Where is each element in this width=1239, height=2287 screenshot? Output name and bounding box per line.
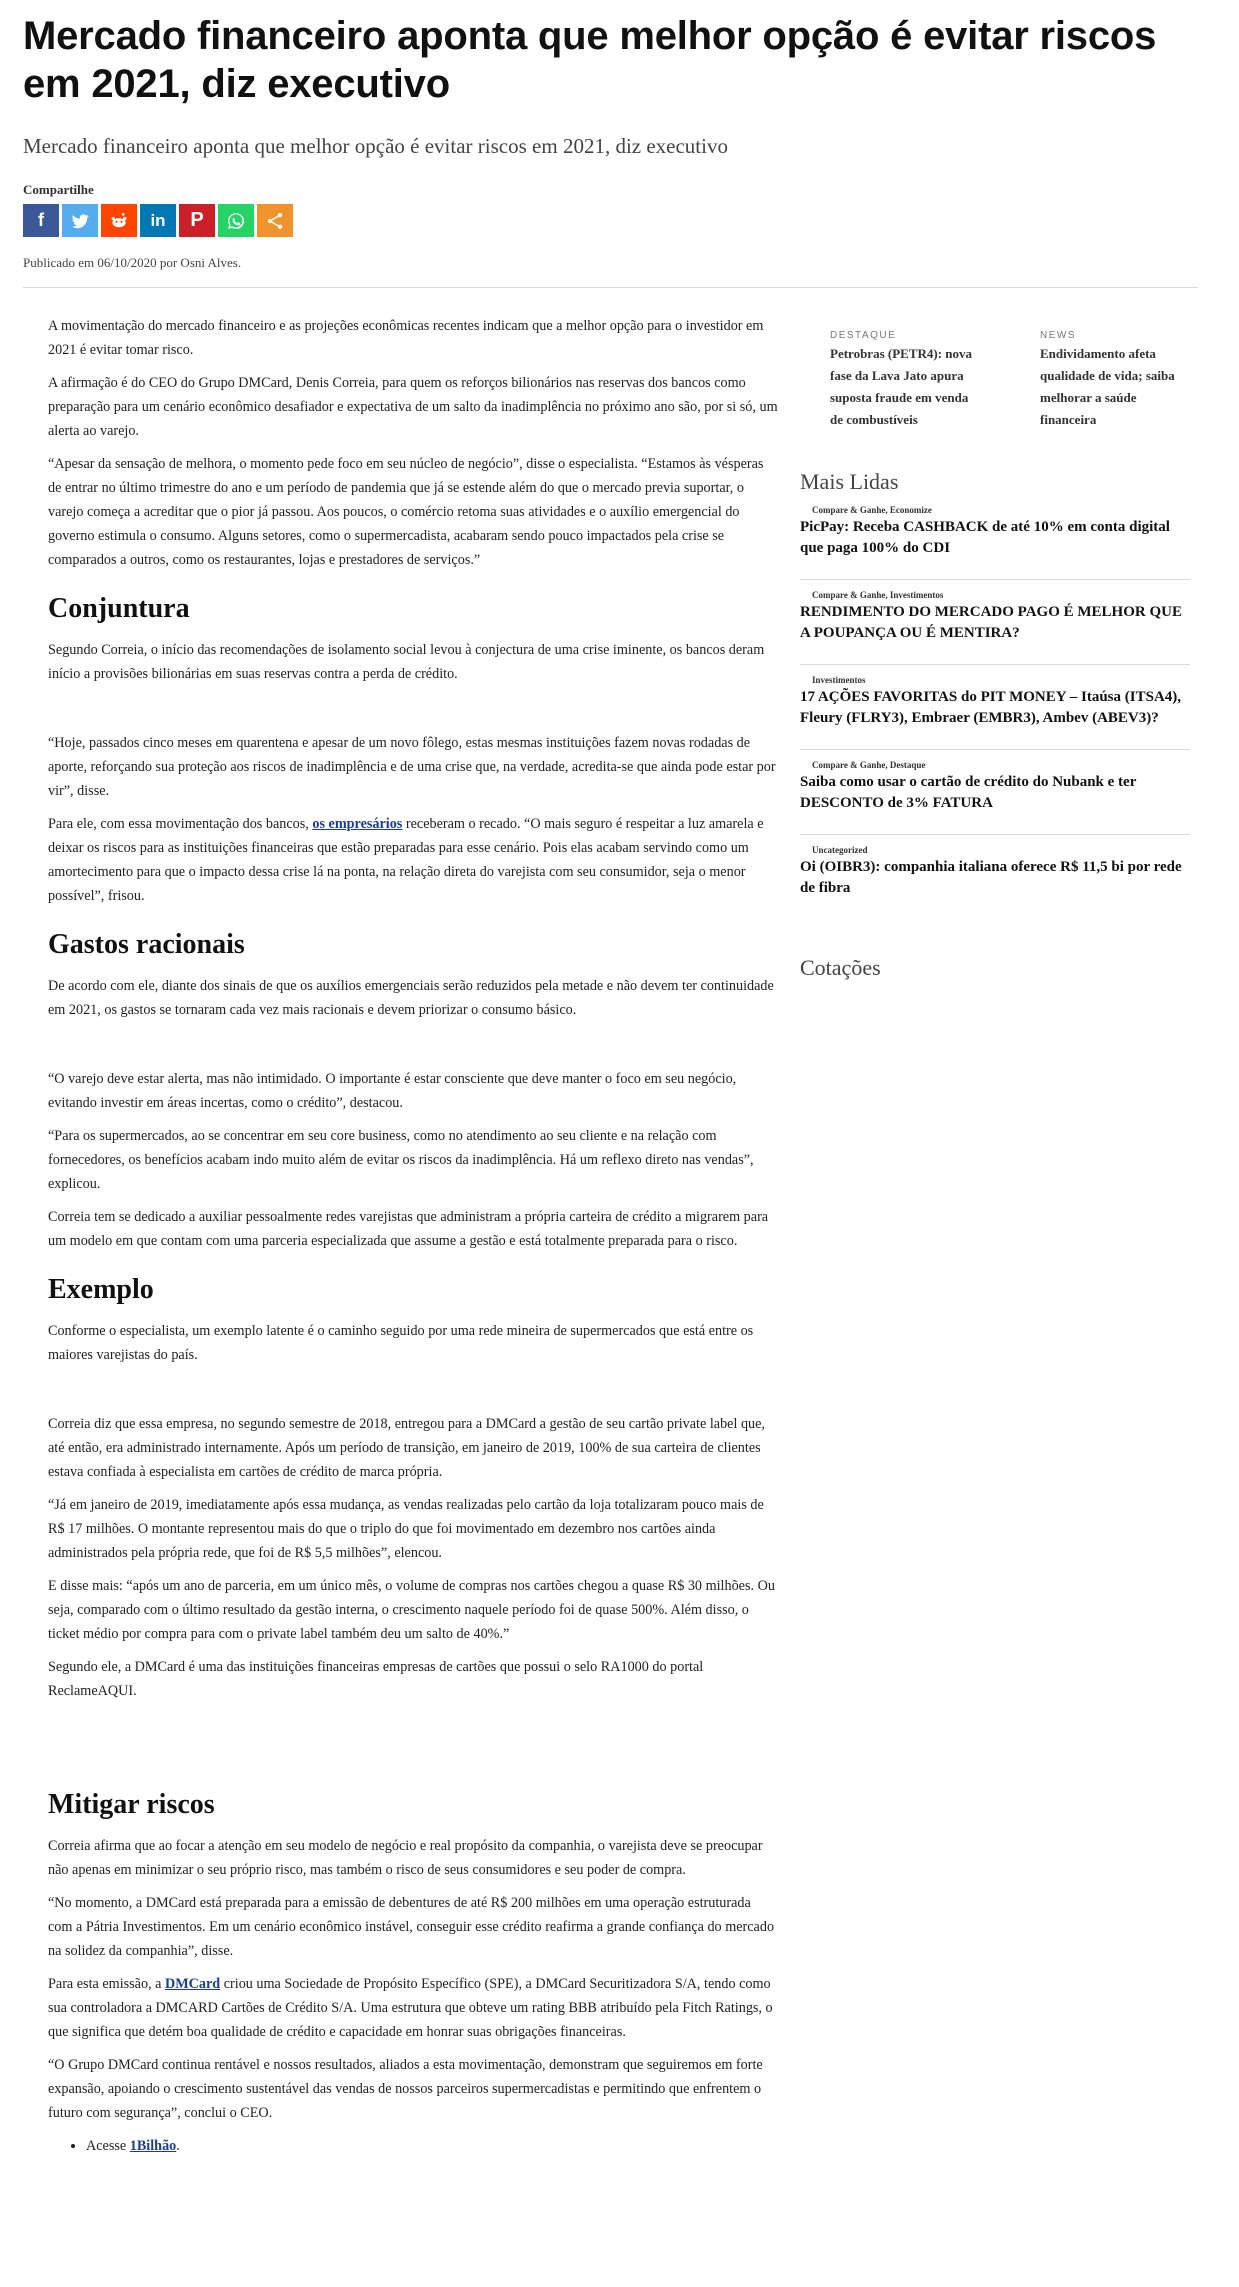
- 1bilhao-link[interactable]: 1Bilhão: [129, 2138, 177, 2154]
- item-category: Uncategorized: [812, 845, 868, 855]
- pinterest-share-button[interactable]: [179, 204, 215, 237]
- reddit-icon: [109, 211, 129, 231]
- share-bar: [23, 204, 1198, 237]
- list-item[interactable]: [800, 750, 1190, 835]
- item-category: Compare & Ganhe, Destaque: [812, 760, 926, 770]
- spacer: [48, 1376, 778, 1412]
- facebook-icon: f: [38, 210, 44, 230]
- empresarios-link[interactable]: os empresários: [312, 816, 403, 832]
- sidebar: [800, 330, 1190, 981]
- whatsapp-share-button[interactable]: [218, 204, 254, 237]
- list-item[interactable]: [800, 665, 1190, 750]
- featured-stories: [800, 330, 1190, 431]
- spacer: [48, 695, 778, 731]
- mais-lidas-list: [800, 495, 1190, 919]
- article-paragraph: Conforme o especialista, um exemplo latente é o caminho seguido por uma rede mineira de supermercados que está entre os maiores varejistas do país.: [48, 1323, 754, 1363]
- list-item: • Acesse 1Bilhão.: [86, 2134, 778, 2158]
- twitter-share-button[interactable]: [62, 204, 98, 237]
- header-divider: [23, 287, 1198, 288]
- reddit-share-button[interactable]: [101, 204, 137, 237]
- share-label: Compartilhe: [23, 182, 94, 197]
- twitter-icon: [70, 211, 90, 231]
- item-title[interactable]: 17 AÇÕES FAVORITAS do PIT MONEY – Itaúsa (ITSA4), Fleury (FLRY3), Embraer (EMBR3), Ambev (ABEV3)?: [800, 689, 1182, 726]
- article-paragraph: Para ele, com essa movimentação dos bancos, os empresários receberam o recado. “O mais seguro é respeitar a luz amarela e deixar os riscos para as instituições financeiras que estão preparadas para esse cenário. Pois elas acabam servindo como um amortecimento para que o impacto dessa crise lá na ponta, na relação direta do varejista com seu consumidor, seja o menor possível”, frisou.: [48, 816, 764, 904]
- article-paragraph: “Apesar da sensação de melhora, o momento pede foco em seu núcleo de negócio”, disse o especialista. “Estamos às vésperas de entrar no último trimestre do ano e um período de pandemia que já se estende além do que o mercado previa suportar, o varejo começa a acreditar que o pior já passou. Aos poucos, o comércio retoma suas atividades e o auxílio emergencial do governo estimula o consumo. Alguns setores, como o supermercadista, acabaram sendo pouco impactados pela crise se comparados a outros, como os restaurantes, lojas e prestadores de serviços.”: [48, 456, 764, 568]
- featured-kicker: NEWS: [1040, 330, 1076, 341]
- dmcard-link[interactable]: DMCard: [165, 1976, 221, 1992]
- featured-story[interactable]: [1040, 330, 1190, 431]
- list-item[interactable]: [800, 495, 1190, 580]
- article-paragraph: “Já em janeiro de 2019, imediatamente após essa mudança, as vendas realizadas pelo cartão da loja totalizaram pouco mais de R$ 17 milhões. O montante representou mais do que o triplo do que foi movimentado em dezembro nos cartões ainda administrados pela própria rede, que foi de R$ 5,5 milhões”, elencou.: [48, 1497, 764, 1561]
- article-paragraph: Correia afirma que ao focar a atenção em seu modelo de negócio e real propósito da companhia, o varejista deve se preocupar não apenas em minimizar o seu próprio risco, mas também o risco de seus consumidores e seu poder de compra.: [48, 1838, 763, 1878]
- pinterest-icon: P: [190, 209, 204, 231]
- item-category: Compare & Ganhe, Economize: [812, 505, 932, 515]
- mais-lidas-heading: Mais Lidas: [800, 469, 899, 494]
- article-paragraph: Correia diz que essa empresa, no segundo semestre de 2018, entregou para a DMCard a gestão de seu cartão private label que, até então, era administrado internamente. Após um período de transição, em janeiro de 2019, 100% de sua carteira de clientes estava confiada à especialista em cartões de crédito de marca própria.: [48, 1416, 765, 1480]
- more-share-button[interactable]: [257, 204, 293, 237]
- article-paragraph: De acordo com ele, diante dos sinais de que os auxílios emergenciais serão reduzidos pela metade e não devem ter continuidade em 2021, os gastos se tornaram cada vez mais racionais e devem priorizar o consumo básico.: [48, 978, 774, 1018]
- item-title[interactable]: RENDIMENTO DO MERCADO PAGO É MELHOR QUE A POUPANÇA OU É MENTIRA?: [800, 604, 1182, 641]
- article-paragraph: “O Grupo DMCard continua rentável e nossos resultados, aliados a esta movimentação, demonstram que seguiremos em forte expansão, apoiando o crescimento sustentável das vendas de nossos parceiros supermercadistas e permitindo que enfrentem o futuro com segurança”, conclui o CEO.: [48, 2057, 763, 2121]
- item-title[interactable]: Saiba como usar o cartão de crédito do Nubank e ter DESCONTO de 3% FATURA: [800, 774, 1137, 811]
- page-title: Mercado financeiro aponta que melhor opção é evitar riscos em 2021, diz executivo: [23, 14, 1157, 106]
- list-item[interactable]: [800, 835, 1190, 919]
- item-title[interactable]: Oi (OIBR3): companhia italiana oferece R$ 11,5 bi por rede de fibra: [800, 859, 1182, 896]
- item-category: Investimentos: [812, 675, 866, 685]
- share-more-icon: [265, 211, 285, 231]
- linkedin-icon: in: [150, 210, 166, 230]
- whatsapp-icon: [226, 211, 246, 231]
- featured-title[interactable]: Endividamento afeta qualidade de vida; saiba melhorar a saúde financeira: [1040, 346, 1175, 427]
- featured-story[interactable]: [830, 330, 980, 431]
- facebook-share-button[interactable]: [23, 204, 59, 237]
- article-paragraph: Correia tem se dedicado a auxiliar pessoalmente redes varejistas que administram a própria carteira de crédito a migrarem para um modelo em que contam com uma parceria especializada que assume a gestão e está totalmente preparada para o risco.: [48, 1209, 769, 1249]
- article-paragraph: A afirmação é do CEO do Grupo DMCard, Denis Correia, para quem os reforços bilionários nas reservas dos bancos como preparação para um cenário econômico desafiador e expectativa de um salto da inadimplência no próximo ano são, por si só, um alerta ao varejo.: [48, 375, 778, 439]
- page-subtitle: Mercado financeiro aponta que melhor opção é evitar riscos em 2021, diz executivo: [23, 134, 728, 158]
- section-heading-gastos: Gastos racionais: [48, 929, 245, 960]
- section-heading-mitigar: Mitigar riscos: [48, 1789, 215, 1820]
- featured-title[interactable]: Petrobras (PETR4): nova fase da Lava Jato apura suposta fraude em venda de combustíveis: [830, 346, 973, 427]
- featured-kicker: DESTAQUE: [830, 330, 897, 341]
- list-item[interactable]: [800, 580, 1190, 665]
- article-body: [48, 314, 778, 2158]
- cotacoes-heading: Cotações: [800, 955, 881, 980]
- article-paragraph: A movimentação do mercado financeiro e as projeções econômicas recentes indicam que a melhor opção para o investidor em 2021 é evitar tomar risco.: [48, 318, 764, 358]
- article-paragraph: “O varejo deve estar alerta, mas não intimidado. O importante é estar consciente que deve manter o foco em seu negócio, evitando investir em áreas incertas, como o crédito”, destacou.: [48, 1071, 737, 1111]
- linkedin-share-button[interactable]: [140, 204, 176, 237]
- section-heading-exemplo: Exemplo: [48, 1274, 154, 1305]
- link-list: [48, 2134, 778, 2158]
- article-paragraph: Segundo ele, a DMCard é uma das instituições financeiras empresas de cartões que possui o selo RA1000 do portal ReclameAQUI.: [48, 1659, 704, 1699]
- spacer: [48, 1712, 778, 1768]
- section-heading-conjuntura: Conjuntura: [48, 593, 190, 624]
- published-info: Publicado em 06/10/2020 por Osni Alves.: [23, 255, 242, 270]
- spacer: [48, 1031, 778, 1067]
- article-paragraph: Para esta emissão, a DMCard criou uma Sociedade de Propósito Específico (SPE), a DMCard Securitizadora S/A, tendo como sua controladora a DMCARD Cartões de Crédito S/A. Uma estrutura que obteve um rating BBB atribuído pela Fitch Ratings, o que significa que detém boa qualidade de crédito e capacidade em honrar suas obrigações financeiras.: [48, 1976, 773, 2040]
- article-paragraph: Segundo Correia, o início das recomendações de isolamento social levou à conjectura de uma crise iminente, os bancos deram início a provisões bilionárias em suas reservas contra a perda de crédito.: [48, 642, 765, 682]
- article-paragraph: E disse mais: “após um ano de parceria, em um único mês, o volume de compras nos cartões chegou a quase R$ 30 milhões. Ou seja, comparado com o último resultado da gestão interna, o crescimento naquele período foi de quase 500%. Além disso, o ticket médio por compra para com o private label também deu um salto de 40%.”: [48, 1578, 775, 1642]
- item-category: Compare & Ganhe, Investimentos: [812, 590, 944, 600]
- item-title[interactable]: PicPay: Receba CASHBACK de até 10% em conta digital que paga 100% do CDI: [800, 519, 1170, 556]
- article-paragraph: “No momento, a DMCard está preparada para a emissão de debentures de até R$ 200 milhões em uma operação estruturada com a Pátria Investimentos. Em um cenário econômico instável, conseguir esse crédito reafirma a grande confiança do mercado na solidez da companhia”, disse.: [48, 1895, 775, 1959]
- article-paragraph: “Hoje, passados cinco meses em quarentena e apesar de um novo fôlego, estas mesmas instituições fazem novas rodadas de aporte, reforçando sua proteção aos riscos de inadimplência e de uma crise que, na verdade, acredita-se que ainda pode estar por vir”, disse.: [48, 735, 776, 799]
- page-header: [23, 0, 1198, 288]
- article-paragraph: “Para os supermercados, ao se concentrar em seu core business, como no atendimento ao seu cliente e na relação com fornecedores, os benefícios acabam indo muito além de evitar os riscos da inadimplência. Há um reflexo direto nas vendas”, explicou.: [48, 1128, 754, 1192]
